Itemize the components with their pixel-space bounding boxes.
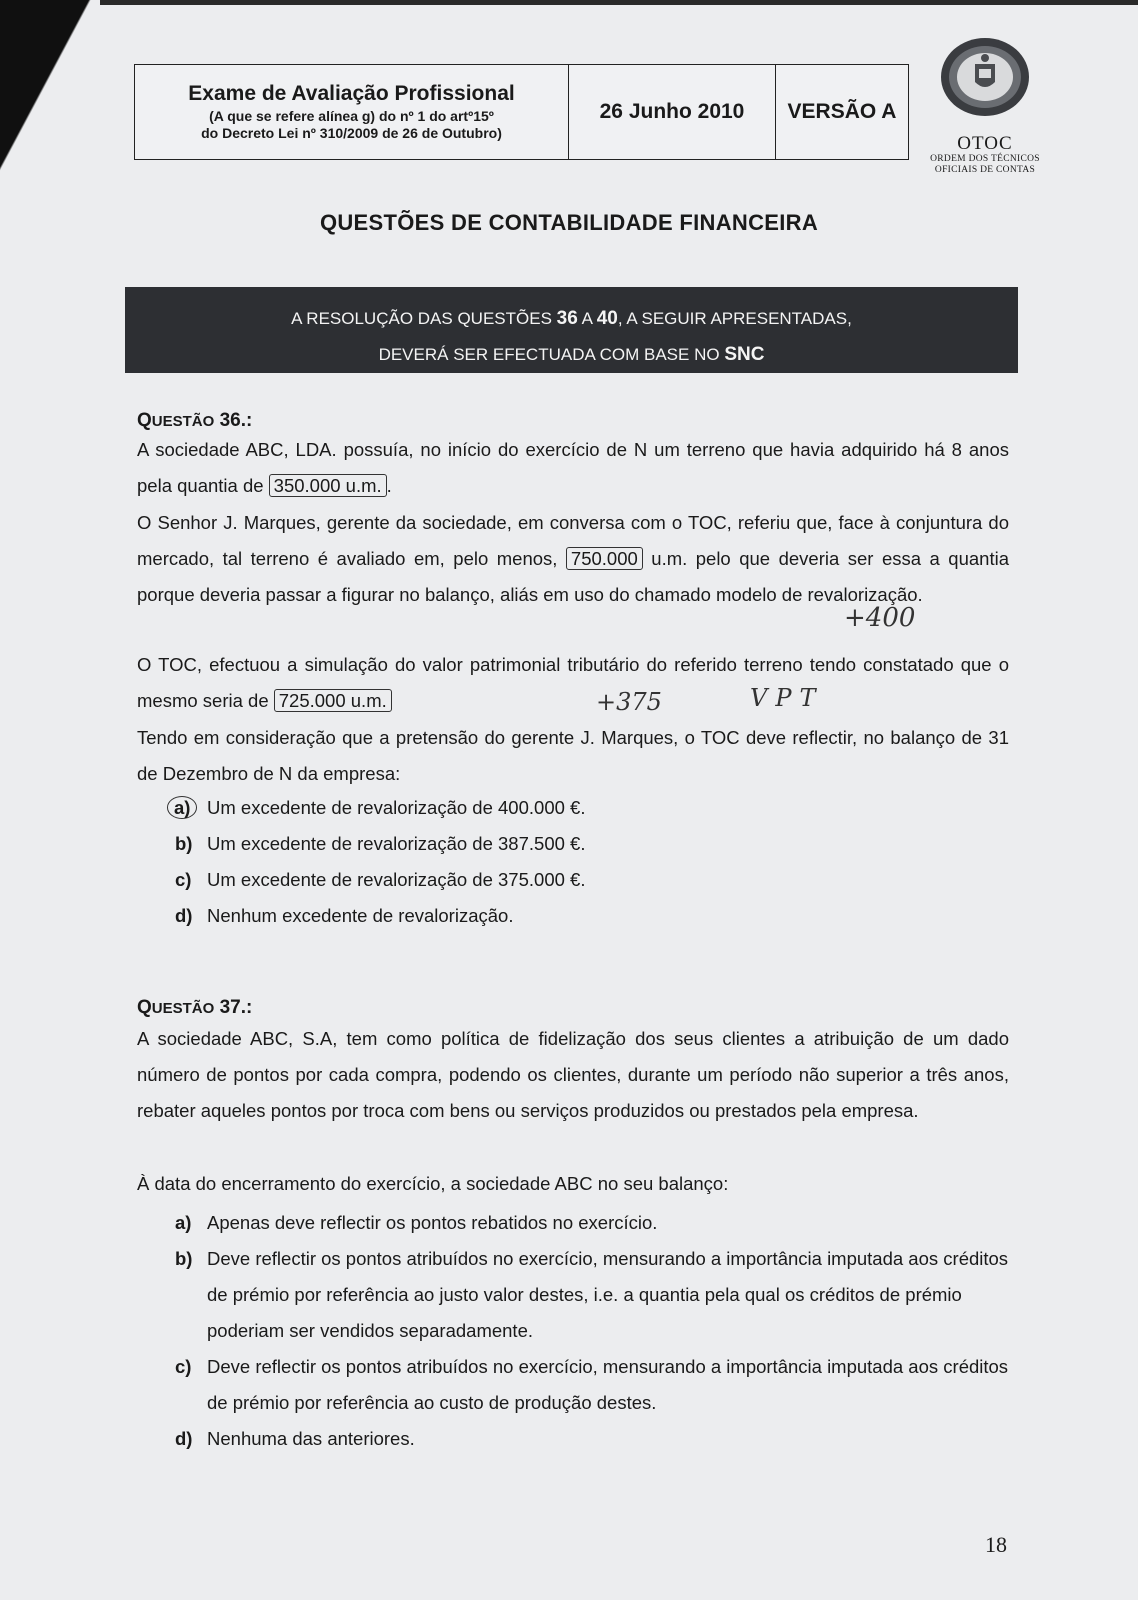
handwritten-note-375: +375	[596, 688, 662, 716]
question-36-label: QUESTÃO 36.:	[137, 410, 253, 431]
otoc-seal-icon	[935, 36, 1035, 118]
exam-version: VERSÃO A	[787, 100, 897, 123]
q36-option-c[interactable]: c) Um excedente de revalorização de 375.000 €.	[175, 869, 586, 890]
q37-option-a[interactable]: a) Apenas deve reflectir os pontos rebatidos no exercício.	[175, 1212, 658, 1233]
banner-line-1: A RESOLUÇÃO DAS QUESTÕES 36 A 40, A SEGUIR APRESENTADAS,	[291, 308, 852, 329]
q36-option-d[interactable]: d) Nenhum excedente de revalorização.	[175, 905, 514, 926]
otoc-full-name-1: ORDEM DOS TÉCNICOS	[930, 154, 1040, 164]
q37-paragraph-2: À data do encerramento do exercício, a sociedade ABC no seu balanço:	[137, 1173, 729, 1194]
q36-paragraph-4: Tendo em consideração que a pretensão do gerente J. Marques, o TOC deve reflectir, no balanço de 31 de Dezembro de N da empresa:	[137, 727, 1009, 784]
banner-line-2: DEVERÁ SER EFECTUADA COM BASE NO SNC	[378, 344, 765, 365]
q37-option-b[interactable]: b) Deve reflectir os pontos atribuídos no exercício, mensurando a importância imputada aos créditos de prémio por referência ao justo valor destes, i.e. a quantia pela qual os créditos de prémio poderiam ser vendidos separadamente.	[175, 1248, 1009, 1341]
question-37-label: QUESTÃO 37.:	[137, 997, 253, 1018]
q36-paragraph-1: A sociedade ABC, LDA. possuía, no início do exercício de N um terreno que havia adquirido há 8 anos pela quantia de 350.000 u.m. .	[137, 439, 1009, 496]
exam-header-table	[134, 64, 909, 160]
exam-title: Exame de Avaliação Profissional	[188, 82, 515, 105]
exam-date: 26 Junho 2010	[599, 100, 745, 123]
handwritten-note-vpt: VPT	[750, 684, 824, 712]
option-letter-circled: a)	[167, 796, 197, 819]
q36-option-a[interactable]: a) Um excedente de revalorização de 400.000 €.	[175, 790, 1010, 826]
handwritten-note-400: +400	[844, 603, 916, 633]
scan-edge	[100, 0, 1138, 5]
exam-version-cell	[776, 65, 908, 159]
instructions-banner	[125, 287, 1018, 373]
q36-paragraph-3: O TOC, efectuou a simulação do valor patrimonial tributário do referido terreno tendo constatado que o mesmo seria de 725.000 u.m.	[137, 654, 1009, 711]
q37-option-d[interactable]: d) Nenhuma das anteriores.	[175, 1428, 415, 1449]
exam-date-cell	[569, 65, 776, 159]
exam-subtitle-2: do Decreto Lei nº 310/2009 de 26 de Outubro)	[201, 125, 502, 141]
otoc-full-name	[920, 154, 1050, 176]
q36-option-b[interactable]: b) Um excedente de revalorização de 387.500 €.	[175, 833, 586, 854]
q37-option-c[interactable]: c) Deve reflectir os pontos atribuídos no exercício, mensurando a importância imputada aos créditos de prémio por referência ao custo de produção destes.	[175, 1356, 1009, 1413]
boxed-amount-350000: 350.000 u.m.	[269, 474, 387, 497]
q37-options	[175, 1205, 1010, 1457]
page-number: 18	[985, 1532, 1007, 1557]
q37-paragraph-1: A sociedade ABC, S.A, tem como política de fidelização dos seus clientes a atribuição de um dado número de pontos por cada compra, podendo os clientes, durante um período não superior a três anos, rebater aqueles pontos por troca com bens ou serviços produzidos ou prestados pela empresa.	[137, 1028, 1009, 1121]
exam-info-cell	[135, 65, 569, 159]
section-title: QUESTÕES DE CONTABILIDADE FINANCEIRA	[319, 210, 819, 235]
otoc-name: OTOC	[957, 133, 1013, 154]
exam-subtitle-1: (A que se refere alínea g) do nº 1 do artº15º	[209, 108, 494, 124]
boxed-amount-725000: 725.000 u.m.	[274, 689, 392, 712]
q36-options	[175, 790, 1010, 934]
q36-paragraph-2: O Senhor J. Marques, gerente da sociedade, em conversa com o TOC, referiu que, face à conjuntura do mercado, tal terreno é avaliado em, pelo menos, 750.000 u.m. pelo que deveria ser essa a quantia porque deveria passar a figurar no balanço, aliás em uso do chamado modelo de revalorização.	[137, 512, 1009, 605]
otoc-full-name-2: OFICIAIS DE CONTAS	[934, 165, 1036, 175]
boxed-amount-750000: 750.000	[566, 547, 643, 570]
scan-shadow	[0, 0, 105, 200]
